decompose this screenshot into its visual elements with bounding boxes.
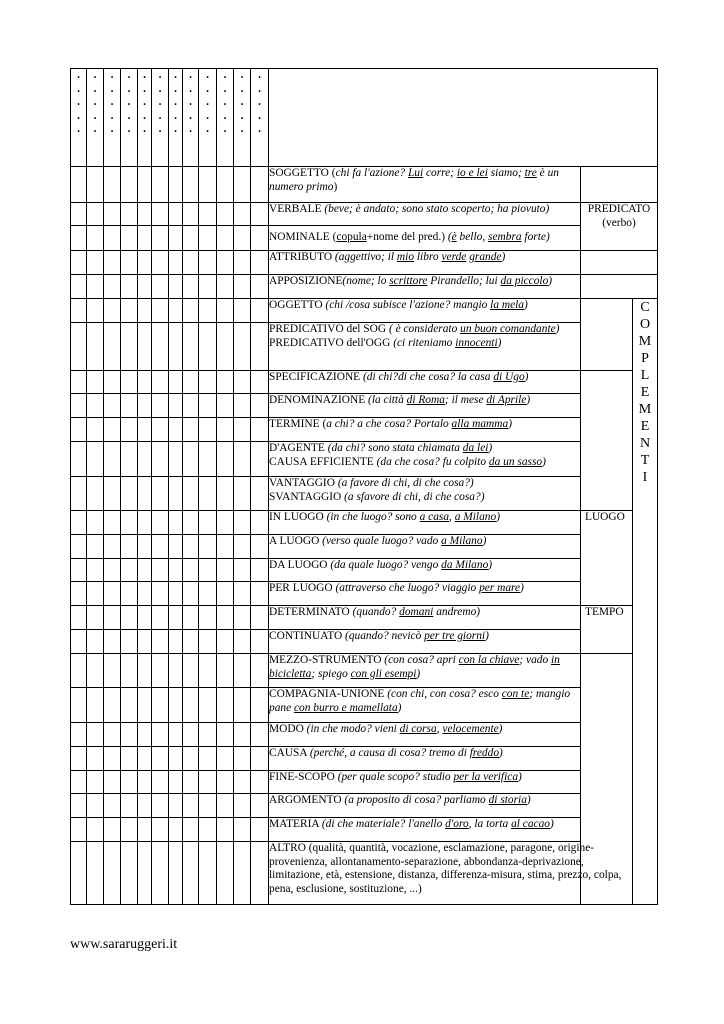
predicativo-sog-label: PREDICATIVO [269,323,344,335]
termine-label: TERMINE ( [269,418,327,430]
altro-text: ALTRO (qualità, quantità, vocazione, esclamazione, paragone, origine-provenienza, allontanamento-separazione, abbondanza-deprivazione, limitazione, età, estensione, distanza, differenza-misura, stima, prezzo, colpa, pena, esclusione, sostituzione, ...) [269,842,622,895]
dots: . . . . . [158,69,162,136]
dots: . . . . . [240,69,244,136]
complementi-letter: M [638,402,652,417]
dots: . . . . . [223,69,227,136]
dots: . . . . . [206,69,209,136]
dots: . . . . . [258,69,261,136]
complementi-letter: C [640,300,650,315]
complementi-letter: L [640,368,650,383]
tempo-group [581,606,633,654]
row-mezzo [71,654,658,688]
specificazione-label: SPECIFICAZIONE [269,371,363,383]
row-denominazione [71,394,658,418]
svantaggio-label: SVANTAGGIO [269,490,345,503]
soggetto-label: SOGGETTO [269,167,329,179]
row-per-luogo [71,582,658,606]
per-luogo-label: PER LUOGO [269,582,336,594]
predicativo-ogg-label: PREDICATIVO [269,336,344,349]
row-in-luogo [71,511,658,535]
modo-cell: MODO (in che modo? vieni di corsa, velocemente) [269,723,581,747]
causa-cell: CAUSA (perché, a causa di cosa? tremo di freddo) [269,747,581,771]
dots: . . . . . [93,69,97,136]
row-fine [71,771,658,794]
altro-cell [269,842,633,905]
compagnia-cell: COMPAGNIA-UNIONE (con chi, con cosa? esco con te; mangio pane con burro e mamellata) [269,688,581,723]
materia-label: MATERIA [269,818,322,830]
causa-efficiente-label: CAUSA EFFICIENTE [269,455,377,468]
dots: . . . . . [189,69,192,136]
row-a-luogo [71,535,658,559]
specificazione-cell: SPECIFICAZIONE (di chi?di che cosa? la casa di Ugo) [269,371,581,394]
mezzo-cell: MEZZO-STRUMENTO (con cosa? apri con la chiave; vado in bicicletta; spiego con gli esempi) [269,654,581,688]
complementi-letter: O [639,317,651,332]
row-argomento [71,794,658,818]
complementi-letter: I [642,470,648,485]
verbale-label: VERBALE [269,203,325,215]
predicato-label: PREDICATO (verbo) [587,203,651,229]
row-soggetto [71,167,658,203]
dots: . . . . . [174,69,177,136]
agente-label: D'AGENTE [269,442,328,454]
continuato-cell: CONTINUATO (quando? nevicò per tre giorni) [269,630,581,654]
footer-url: www.sararuggeri.it [70,937,178,952]
dots-col-5 [138,69,152,167]
dots: . . . . . [143,69,146,136]
soggetto-side [581,167,658,203]
luogo-label: LUOGO [585,511,625,523]
row-nominale [71,226,658,251]
row-altro [71,842,658,905]
da-luogo-cell: DA LUOGO (da quale luogo? vengo da Milano) [269,559,581,582]
causa-label: CAUSA [269,747,310,759]
row-oggetto [71,299,658,323]
row-da-luogo [71,559,658,582]
attributo-label: ATTRIBUTO [269,251,335,263]
compagnia-label: COMPAGNIA-UNIONE [269,688,388,700]
vantaggio-cell: VANTAGGIO (a favore di chi, di che cosa?) SVANTAGGIO (a sfavore di chi, di che cosa?) [269,477,581,511]
determinato-label: DETERMINATO [269,606,353,618]
header-row [71,69,658,167]
modo-label: MODO [269,723,307,735]
dots-col-4 [121,69,138,167]
da-luogo-label: DA LUOGO [269,559,331,571]
tempo-label: TEMPO [585,606,624,618]
oggetto-cell: OGGETTO (chi /cosa subisce l'azione? mangio la mela) [269,299,581,323]
denominazione-label: DENOMINAZIONE [269,394,369,406]
fine-label: FINE-SCOPO [269,771,338,783]
row-compagnia [71,688,658,723]
analysis-grid [70,68,658,905]
row-causa [71,747,658,771]
complementi-letter: E [640,385,650,400]
nominale-cell: NOMINALE (copula+nome del pred.) (è bello, sembra forte) [269,226,581,251]
soggetto-cell: SOGGETTO (chi fa l'azione? Lui corre; io e lei siamo; tre è un numero primo) [269,167,581,203]
determinato-cell: DETERMINATO (quando? domani andremo) [269,606,581,630]
materia-cell: MATERIA (di che materiale? l'anello d'oro, la torta al cacao) [269,818,581,842]
continuato-label: CONTINUATO [269,630,346,642]
dots-col-3 [104,69,121,167]
dots-col-9 [199,69,217,167]
dots-col-10 [217,69,234,167]
in-luogo-label: IN LUOGO [269,511,327,523]
a-luogo-label: A LUOGO [269,535,323,547]
argomento-label: ARGOMENTO [269,794,345,806]
dots-col-6 [152,69,169,167]
row-apposizione [71,275,658,299]
dots-col-11 [234,69,251,167]
agente-cell: D'AGENTE (da chi? sono stata chiamata da lei) CAUSA EFFICIENTE (da che cosa? fu colpito da un sasso) [269,442,581,477]
row-specificazione [71,371,658,394]
termine-cell: TERMINE (a chi? a che cosa? Portalo alla mamma) [269,418,581,442]
per-luogo-cell: PER LUOGO (attraverso che luogo? viaggio per mare) [269,582,581,606]
row-predicativo [71,323,658,371]
row-agente [71,442,658,477]
complementi-letter: N [639,436,651,451]
apposizione-cell: APPOSIZIONE(nome; lo scrittore Pirandello; lui da piccolo) [269,275,581,299]
dots-col-7 [169,69,183,167]
complementi-letter: P [641,351,649,366]
fine-cell: FINE-SCOPO (per quale scopo? studio per la verifica) [269,771,581,794]
mezzo-label: MEZZO-STRUMENTO [269,654,385,666]
dots-col-1 [71,69,87,167]
row-attributo [71,251,658,275]
complementi-group [633,299,658,905]
dots: . . . . . [77,69,80,136]
row-verbale [71,203,658,226]
predicativo-cell: PREDICATIVO del SOG ( è considerato un buon comandante) PREDICATIVO dell'OGG (ci riteniamo innocenti) [269,323,581,371]
complementi-letter: M [638,334,652,349]
verbale-cell: VERBALE (beve; è andato; sono stato scoperto; ha piovuto) [269,203,581,226]
dots: . . . . . [110,69,114,136]
nominale-label: NOMINALE ( [269,231,337,244]
row-materia [71,818,658,842]
header-empty-cell [269,69,658,167]
a-luogo-cell: A LUOGO (verso quale luogo? vado a Milano) [269,535,581,559]
argomento-cell: ARGOMENTO (a proposito di cosa? parliamo di storia) [269,794,581,818]
dots: . . . . . [127,69,131,136]
row-vantaggio [71,477,658,511]
complementi-letter: E [640,419,650,434]
complementi-letter: T [640,453,650,468]
dots-col-8 [183,69,199,167]
row-continuato [71,630,658,654]
vantaggio-label: VANTAGGIO [269,477,338,489]
row-determinato [71,606,658,630]
row-termine [71,418,658,442]
dots-col-12 [251,69,269,167]
row-modo [71,723,658,747]
denominazione-cell: DENOMINAZIONE (la città di Roma; il mese di Aprile) [269,394,581,418]
dots-col-2 [87,69,104,167]
in-luogo-cell: IN LUOGO (in che luogo? sono a casa, a Milano) [269,511,581,535]
oggetto-label: OGGETTO [269,299,326,311]
luogo-group [581,511,633,606]
predicato-group [581,203,658,251]
attributo-cell: ATTRIBUTO (aggettivo; il mio libro verde grande) [269,251,581,275]
apposizione-label: APPOSIZIONE [269,275,343,287]
